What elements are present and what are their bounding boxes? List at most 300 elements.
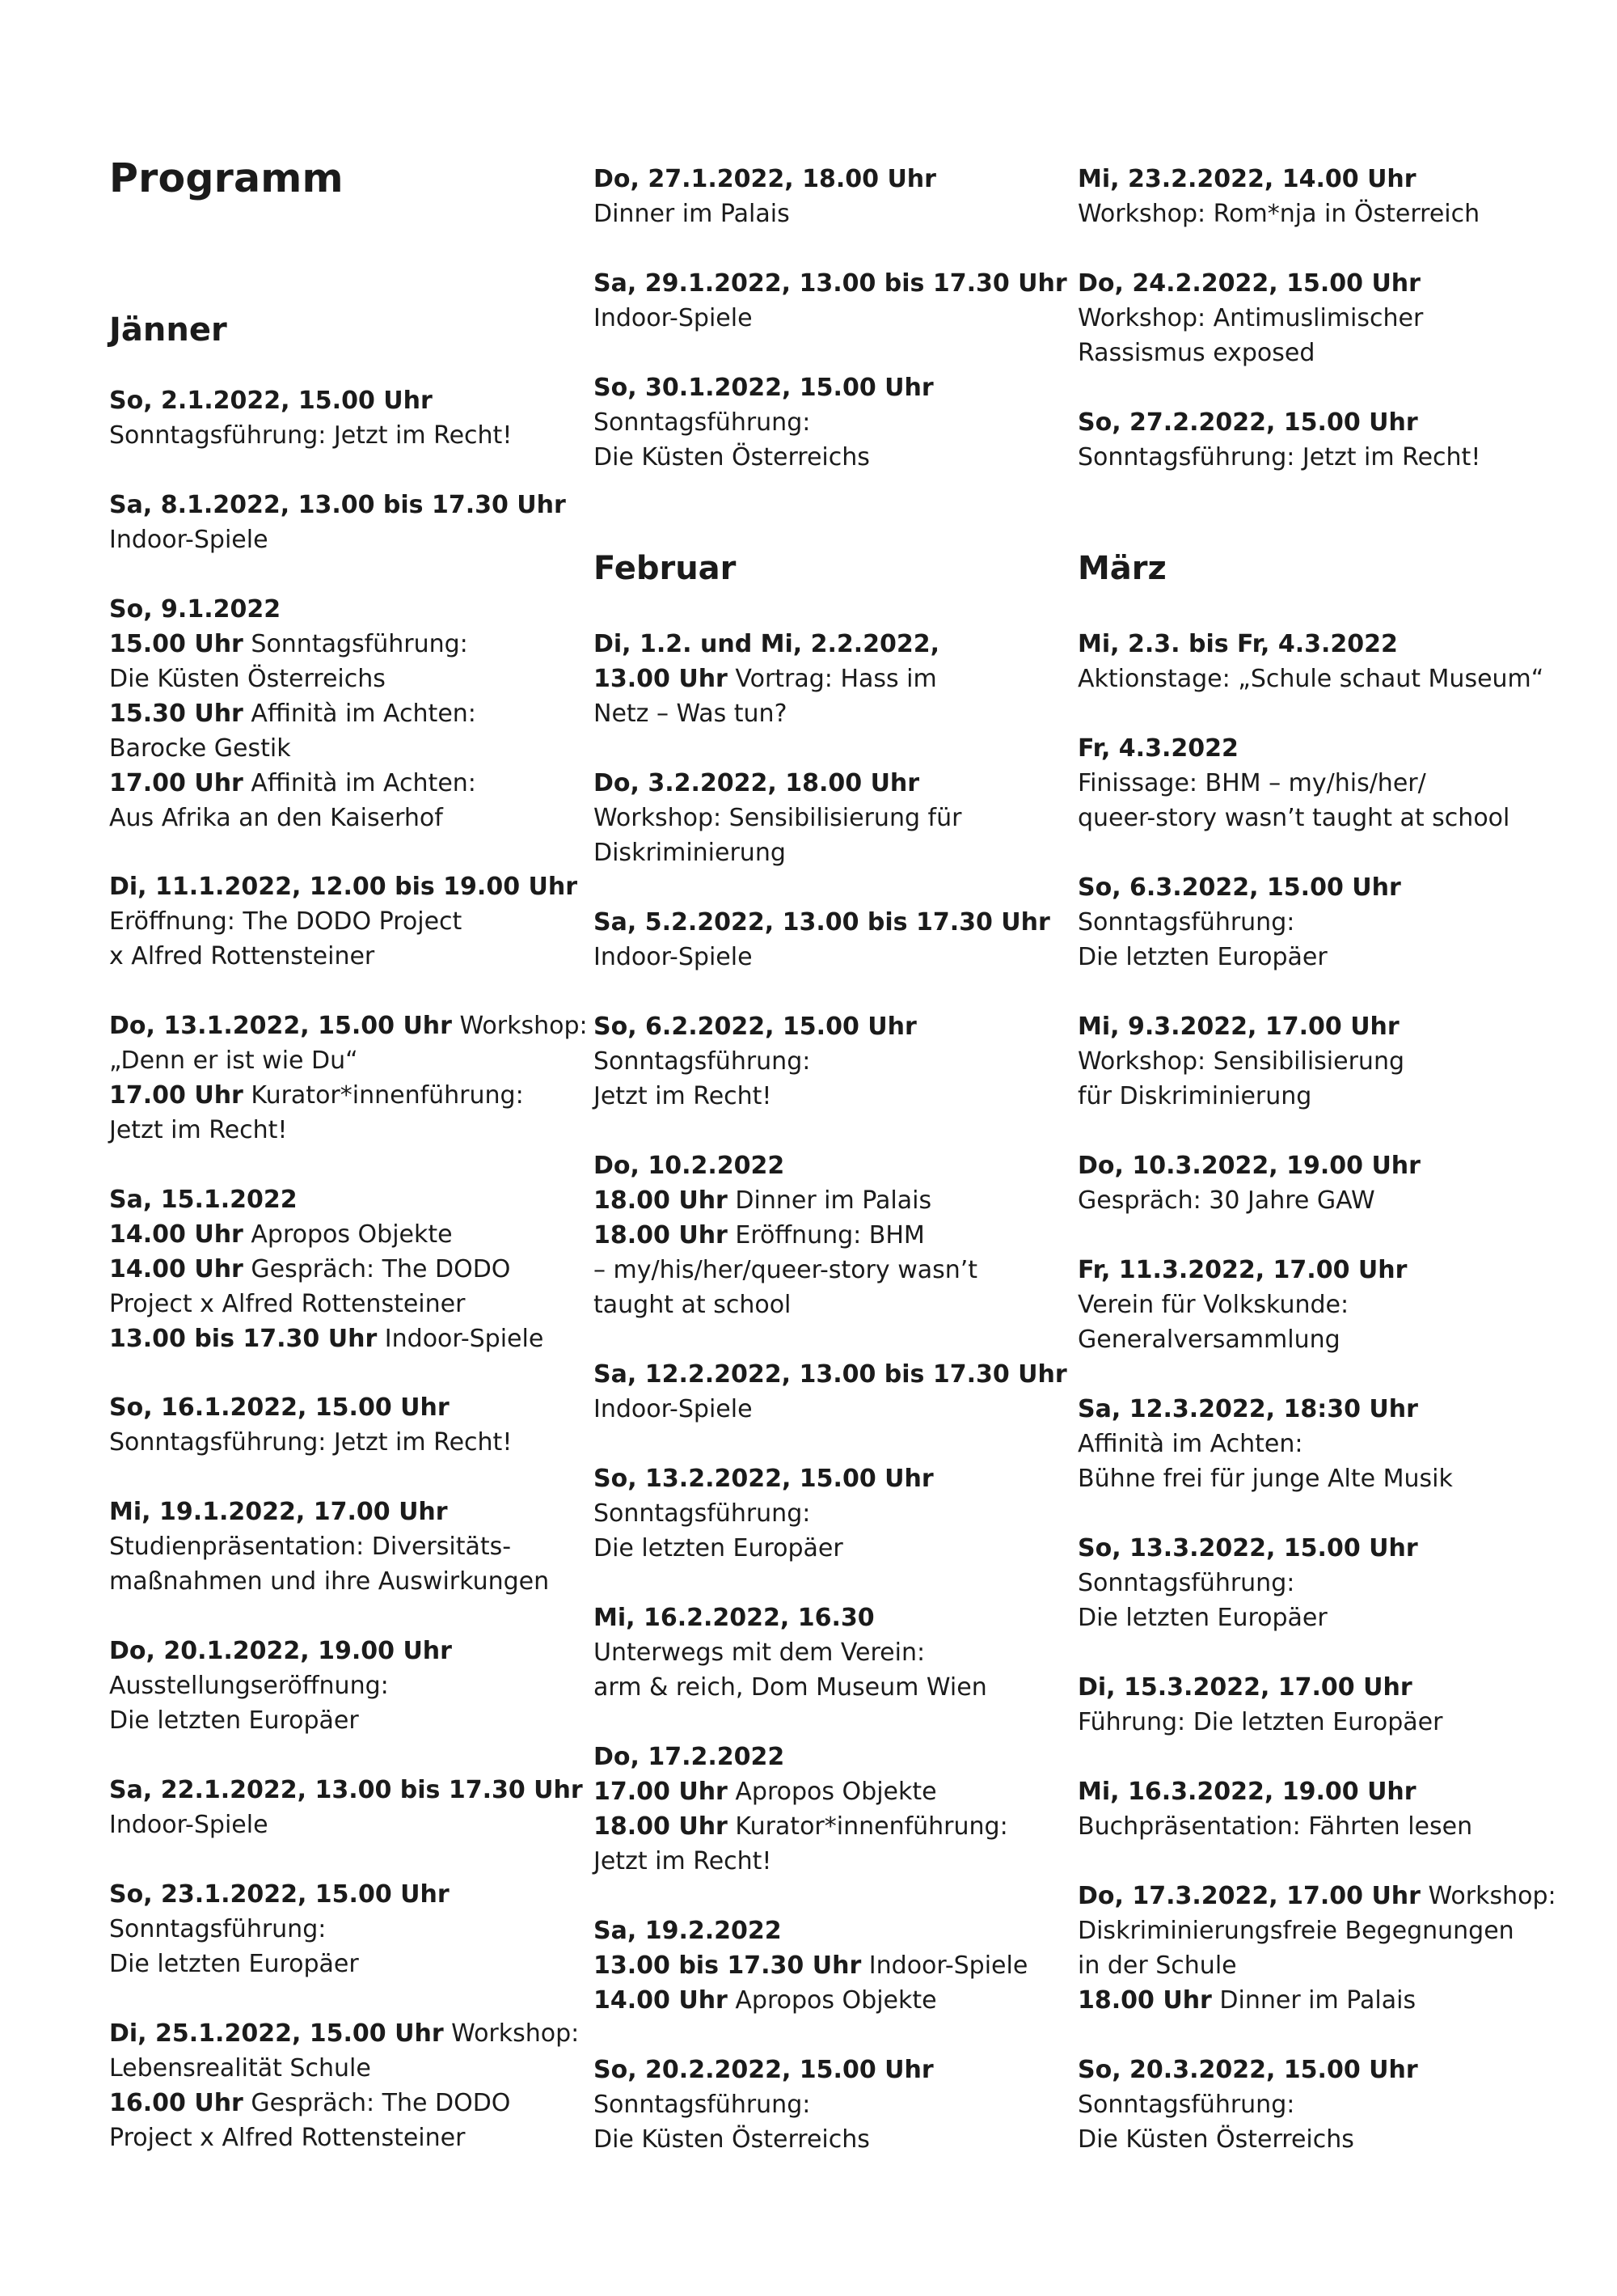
entry-date-time: Do, 10.2.2022	[593, 1152, 785, 1180]
entry-text: Die letzten Europäer	[109, 1706, 359, 1735]
program-entry	[109, 592, 594, 835]
program-entry	[593, 1009, 1079, 1114]
program-entry	[109, 488, 594, 557]
entry-date-time: Di, 15.3.2022, 17.00 Uhr	[1078, 1673, 1412, 1702]
entry-text: Finissage: BHM – my/his/her/	[1078, 769, 1426, 797]
program-entry	[1078, 731, 1563, 835]
program-entry	[1078, 627, 1563, 696]
entry-text: Dinner im Palais	[1211, 1986, 1416, 2015]
entry-line	[593, 1809, 1079, 1844]
entry-date-time: Sa, 12.3.2022, 18:30 Uhr	[1078, 1395, 1418, 1423]
program-entry	[593, 766, 1079, 870]
program-entry	[109, 1390, 594, 1460]
entry-line	[109, 627, 594, 662]
program-entry	[593, 1148, 1079, 1322]
entry-text: Indoor-Spiele	[109, 1811, 268, 1839]
entry-text: Indoor-Spiele	[377, 1325, 544, 1353]
entry-line	[593, 1670, 1079, 1705]
entry-text: – my/his/her/queer-story wasn’t	[593, 1256, 978, 1284]
entry-date-time: 17.00 Uhr	[593, 1778, 728, 1806]
entry-line	[109, 662, 594, 696]
entry-line	[109, 2051, 594, 2086]
entry-text: Gespräch: The DODO	[243, 2089, 511, 2117]
entry-line	[109, 1495, 594, 1529]
entry-line	[1078, 905, 1563, 940]
entry-text: Führung: Die letzten Europäer	[1078, 1708, 1443, 1736]
program-entry	[593, 627, 1079, 731]
entry-text: Sonntagsführung:	[593, 2091, 811, 2119]
entry-text: Indoor-Spiele	[593, 304, 753, 332]
entry-line	[109, 2086, 594, 2121]
entry-text: Buchpräsentation: Fährten lesen	[1078, 1812, 1473, 1841]
entry-text: Affinità im Achten:	[243, 700, 476, 728]
program-entry	[593, 1740, 1079, 1879]
entry-line	[1078, 197, 1563, 231]
entry-date-time: Sa, 12.2.2022, 13.00 bis 17.30 Uhr	[593, 1360, 1067, 1389]
entry-line	[593, 1392, 1079, 1427]
entry-date-time: 16.00 Uhr	[109, 2089, 243, 2117]
program-entry	[593, 1357, 1079, 1427]
entry-text: Apropos Objekte	[243, 1220, 453, 1249]
program-entry	[1078, 1253, 1563, 1357]
entry-date-time: 13.00 bis 17.30 Uhr	[593, 1951, 862, 1980]
entry-date-time: So, 6.3.2022, 15.00 Uhr	[1078, 873, 1401, 902]
entry-date-time: Mi, 19.1.2022, 17.00 Uhr	[109, 1498, 448, 1526]
entry-line	[109, 1564, 594, 1599]
entry-date-time: Do, 17.2.2022	[593, 1743, 785, 1771]
entry-text: Apropos Objekte	[727, 1778, 937, 1806]
entry-date-time: So, 20.2.2022, 15.00 Uhr	[593, 2056, 934, 2084]
entry-line	[1078, 1392, 1563, 1427]
entry-line	[1078, 627, 1563, 662]
program-entry	[109, 1877, 594, 1981]
entry-text: Eröffnung: The DODO Project	[109, 907, 462, 936]
entry-line	[109, 904, 594, 939]
entry-line	[109, 1390, 594, 1425]
entry-text: Sonntagsführung:	[1078, 1569, 1295, 1597]
entry-line	[1078, 1253, 1563, 1288]
entry-date-time: Fr, 11.3.2022, 17.00 Uhr	[1078, 1256, 1408, 1284]
entry-line	[1078, 870, 1563, 905]
entry-line	[1078, 1670, 1563, 1705]
entry-date-time: Sa, 29.1.2022, 13.00 bis 17.30 Uhr	[593, 269, 1067, 298]
entry-line	[109, 1425, 594, 1460]
entry-date-time: Sa, 15.1.2022	[109, 1186, 298, 1214]
entry-line	[593, 1079, 1079, 1114]
entry-line	[1078, 1879, 1563, 1913]
entry-text: maßnahmen und ihre Auswirkungen	[109, 1567, 550, 1596]
entry-line	[593, 1635, 1079, 1670]
entry-date-time: 14.00 Uhr	[109, 1220, 243, 1249]
program-entry	[1078, 1670, 1563, 1740]
entry-line	[1078, 1705, 1563, 1740]
entry-line	[593, 662, 1079, 696]
entry-line	[1078, 766, 1563, 801]
program-entry	[109, 1182, 594, 1356]
month-heading: Februar	[593, 550, 737, 587]
entry-line	[109, 592, 594, 627]
entry-date-time: Mi, 2.3. bis Fr, 4.3.2022	[1078, 630, 1398, 658]
entry-text: Die Küsten Österreichs	[593, 443, 870, 471]
entry-line	[593, 1774, 1079, 1809]
entry-line	[593, 1009, 1079, 1044]
entry-date-time: Mi, 23.2.2022, 14.00 Uhr	[1078, 165, 1416, 193]
program-entry	[593, 266, 1079, 336]
entry-text: Affinità im Achten:	[1078, 1430, 1303, 1458]
entry-text: Die Küsten Österreichs	[109, 665, 386, 693]
entry-line	[109, 1634, 594, 1668]
entry-date-time: 15.00 Uhr	[109, 630, 243, 658]
entry-line	[1078, 731, 1563, 766]
entry-date-time: So, 13.3.2022, 15.00 Uhr	[1078, 1534, 1418, 1562]
entry-text: Project x Alfred Rottensteiner	[109, 1290, 466, 1318]
entry-date-time: Mi, 9.3.2022, 17.00 Uhr	[1078, 1013, 1400, 1041]
entry-date-time: Di, 1.2. und Mi, 2.2.2022,	[593, 630, 940, 658]
entry-text: Die letzten Europäer	[593, 1534, 843, 1562]
program-entry	[109, 1008, 594, 1148]
program-entry	[1078, 1774, 1563, 1844]
entry-line	[593, 1044, 1079, 1079]
entry-line	[1078, 1566, 1563, 1600]
entry-line	[109, 2016, 594, 2051]
entry-text: Project x Alfred Rottensteiner	[109, 2124, 466, 2152]
entry-line	[1078, 1983, 1563, 2018]
entry-text: Lebensrealität Schule	[109, 2054, 371, 2082]
entry-line	[109, 869, 594, 904]
entry-text: Workshop: Sensibilisierung	[1078, 1047, 1405, 1076]
entry-text: Unterwegs mit dem Verein:	[593, 1638, 926, 1667]
entry-date-time: So, 20.3.2022, 15.00 Uhr	[1078, 2056, 1418, 2084]
entry-text: Apropos Objekte	[727, 1986, 937, 2015]
entry-line	[1078, 1774, 1563, 1809]
entry-line	[1078, 1913, 1563, 1948]
entry-date-time: Sa, 8.1.2022, 13.00 bis 17.30 Uhr	[109, 491, 566, 519]
entry-line	[593, 1496, 1079, 1531]
program-entry	[593, 162, 1079, 231]
entry-line	[593, 1288, 1079, 1322]
entry-line	[109, 801, 594, 835]
entry-line	[1078, 2122, 1563, 2157]
program-entry	[1078, 1009, 1563, 1114]
entry-text: Jetzt im Recht!	[593, 1082, 772, 1110]
entry-line	[1078, 266, 1563, 301]
entry-date-time: Do, 27.1.2022, 18.00 Uhr	[593, 165, 936, 193]
entry-line	[109, 731, 594, 766]
entry-line	[109, 1668, 594, 1703]
entry-date-time: Sa, 22.1.2022, 13.00 bis 17.30 Uhr	[109, 1776, 583, 1804]
entry-line	[1078, 1183, 1563, 1218]
entry-line	[1078, 801, 1563, 835]
entry-date-time: Do, 24.2.2022, 15.00 Uhr	[1078, 269, 1421, 298]
entry-line	[109, 2121, 594, 2155]
entry-line	[593, 2053, 1079, 2087]
entry-line	[1078, 301, 1563, 336]
entry-line	[1078, 1044, 1563, 1079]
entry-date-time: Do, 13.1.2022, 15.00 Uhr	[109, 1012, 452, 1040]
entry-line	[109, 1947, 594, 1981]
entry-text: Workshop:	[443, 2019, 580, 2048]
entry-date-time: So, 30.1.2022, 15.00 Uhr	[593, 374, 934, 402]
entry-text: Affinità im Achten:	[243, 769, 476, 797]
entry-text: Studienpräsentation: Diversitäts-	[109, 1533, 512, 1561]
entry-line	[109, 1252, 594, 1287]
entry-text: Workshop: Sensibilisierung für	[593, 804, 962, 832]
entry-line	[1078, 336, 1563, 370]
entry-line	[1078, 2087, 1563, 2122]
entry-line	[109, 766, 594, 801]
entry-date-time: Mi, 16.2.2022, 16.30	[593, 1604, 875, 1632]
entry-line	[593, 1600, 1079, 1635]
entry-date-time: Di, 11.1.2022, 12.00 bis 19.00 Uhr	[109, 873, 578, 901]
entry-line	[109, 1703, 594, 1738]
entry-line	[109, 1113, 594, 1148]
entry-line	[109, 1321, 594, 1356]
entry-line	[593, 835, 1079, 870]
entry-date-time: Do, 3.2.2022, 18.00 Uhr	[593, 769, 920, 797]
entry-text: „Denn er ist wie Du“	[109, 1047, 358, 1075]
month-heading: März	[1078, 550, 1167, 587]
entry-line	[109, 1877, 594, 1912]
entry-text: Bühne frei für junge Alte Musik	[1078, 1465, 1453, 1493]
program-entry	[1078, 405, 1563, 475]
entry-line	[593, 940, 1079, 975]
entry-line	[593, 1148, 1079, 1183]
entry-line	[593, 1461, 1079, 1496]
entry-line	[1078, 405, 1563, 440]
entry-line	[593, 197, 1079, 231]
entry-line	[109, 418, 594, 453]
entry-text: taught at school	[593, 1291, 792, 1319]
entry-line	[109, 1043, 594, 1078]
entry-text: Netz – Was tun?	[593, 700, 787, 728]
program-entry	[593, 1600, 1079, 1705]
entry-date-time: Do, 20.1.2022, 19.00 Uhr	[109, 1637, 452, 1665]
program-entry	[109, 2016, 594, 2155]
entry-line	[593, 440, 1079, 475]
entry-text: Sonntagsführung:	[1078, 2091, 1295, 2119]
entry-date-time: Do, 10.3.2022, 19.00 Uhr	[1078, 1152, 1421, 1180]
entry-text: Sonntagsführung:	[593, 1499, 811, 1528]
entry-text: queer-story wasn’t taught at school	[1078, 804, 1510, 832]
page-title: Programm	[109, 155, 344, 201]
entry-text: Sonntagsführung: Jetzt im Recht!	[1078, 443, 1481, 471]
entry-date-time: 14.00 Uhr	[109, 1255, 243, 1283]
entry-date-time: Sa, 5.2.2022, 13.00 bis 17.30 Uhr	[593, 908, 1050, 937]
entry-date-time: So, 16.1.2022, 15.00 Uhr	[109, 1393, 450, 1422]
entry-text: arm & reich, Dom Museum Wien	[593, 1673, 987, 1702]
entry-line	[1078, 1531, 1563, 1566]
entry-date-time: 13.00 bis 17.30 Uhr	[109, 1325, 378, 1353]
entry-date-time: So, 27.2.2022, 15.00 Uhr	[1078, 408, 1418, 437]
entry-line	[1078, 162, 1563, 197]
entry-text: Diskriminierungsfreie Begegnungen	[1078, 1917, 1514, 1945]
entry-line	[1078, 440, 1563, 475]
entry-text: Sonntagsführung:	[593, 408, 811, 437]
entry-text: Workshop:	[1420, 1882, 1556, 1910]
entry-line	[1078, 1600, 1563, 1635]
entry-text: Sonntagsführung:	[243, 630, 468, 658]
program-entry	[593, 370, 1079, 475]
program-entry	[1078, 2053, 1563, 2157]
program-entry	[593, 905, 1079, 975]
entry-text: Indoor-Spiele	[109, 526, 268, 554]
entry-text: Die Küsten Österreichs	[1078, 2125, 1354, 2154]
entry-text: Die letzten Europäer	[109, 1950, 359, 1978]
entry-line	[109, 1008, 594, 1043]
entry-line	[109, 488, 594, 522]
program-entry	[109, 383, 594, 453]
entry-date-time: 18.00 Uhr	[1078, 1986, 1212, 2015]
month-heading: Jänner	[109, 311, 227, 349]
entry-line	[593, 1983, 1079, 2018]
program-entry	[109, 1634, 594, 1738]
entry-line	[593, 2087, 1079, 2122]
entry-text: Verein für Volkskunde:	[1078, 1291, 1349, 1319]
entry-date-time: Mi, 16.3.2022, 19.00 Uhr	[1078, 1778, 1416, 1806]
program-entry	[1078, 1879, 1563, 2018]
entry-line	[109, 696, 594, 731]
entry-text: Rassismus exposed	[1078, 339, 1315, 367]
entry-line	[593, 696, 1079, 731]
entry-line	[593, 766, 1079, 801]
entry-text: Sonntagsführung:	[593, 1047, 811, 1076]
entry-line	[593, 162, 1079, 197]
entry-line	[109, 1912, 594, 1947]
entry-text: Diskriminierung	[593, 839, 786, 867]
entry-date-time: 13.00 Uhr	[593, 665, 728, 693]
entry-date-time: So, 9.1.2022	[109, 595, 281, 624]
entry-text: Dinner im Palais	[593, 200, 790, 228]
entry-text: Gespräch: 30 Jahre GAW	[1078, 1186, 1375, 1215]
entry-line	[109, 1529, 594, 1564]
entry-line	[593, 1913, 1079, 1948]
entry-line	[593, 1218, 1079, 1253]
program-entry	[109, 1495, 594, 1599]
entry-date-time: Di, 25.1.2022, 15.00 Uhr	[109, 2019, 444, 2048]
entry-text: Dinner im Palais	[727, 1186, 932, 1215]
entry-line	[593, 370, 1079, 405]
entry-text: Sonntagsführung: Jetzt im Recht!	[109, 1428, 513, 1457]
entry-line	[1078, 1427, 1563, 1461]
entry-date-time: So, 6.2.2022, 15.00 Uhr	[593, 1013, 917, 1041]
entry-line	[109, 1078, 594, 1113]
entry-line	[109, 522, 594, 557]
entry-line	[593, 1844, 1079, 1879]
entry-line	[109, 1287, 594, 1321]
program-entry	[109, 869, 594, 974]
entry-date-time: So, 13.2.2022, 15.00 Uhr	[593, 1465, 934, 1493]
entry-line	[593, 1253, 1079, 1288]
entry-line	[109, 939, 594, 974]
entry-text: für Diskriminierung	[1078, 1082, 1312, 1110]
entry-text: Ausstellungseröffnung:	[109, 1672, 389, 1700]
entry-text: Die Küsten Österreichs	[593, 2125, 870, 2154]
entry-text: Aktionstage: „Schule schaut Museum“	[1078, 665, 1544, 693]
entry-text: Sonntagsführung:	[109, 1915, 327, 1943]
entry-text: Generalversammlung	[1078, 1326, 1340, 1354]
entry-text: Die letzten Europäer	[1078, 1604, 1328, 1632]
entry-text: x Alfred Rottensteiner	[109, 942, 375, 970]
entry-date-time: 18.00 Uhr	[593, 1186, 728, 1215]
entry-text: in der Schule	[1078, 1951, 1237, 1980]
entry-text: Indoor-Spiele	[593, 943, 753, 971]
entry-line	[1078, 1809, 1563, 1844]
entry-text: Barocke Gestik	[109, 734, 291, 763]
entry-line	[593, 1948, 1079, 1983]
entry-date-time: 18.00 Uhr	[593, 1221, 728, 1249]
entry-date-time: 17.00 Uhr	[109, 769, 243, 797]
entry-text: Kurator*innenführung:	[727, 1812, 1008, 1841]
entry-text: Jetzt im Recht!	[593, 1847, 772, 1875]
program-entry	[593, 1461, 1079, 1566]
entry-text: Eröffnung: BHM	[727, 1221, 925, 1249]
entry-line	[1078, 1148, 1563, 1183]
entry-date-time: Sa, 19.2.2022	[593, 1917, 782, 1945]
program-entry	[1078, 266, 1563, 370]
entry-line	[1078, 940, 1563, 975]
program-entry	[593, 1913, 1079, 2018]
entry-line	[593, 2122, 1079, 2157]
entry-line	[109, 383, 594, 418]
entry-line	[593, 405, 1079, 440]
program-entry	[1078, 162, 1563, 231]
entry-date-time: Fr, 4.3.2022	[1078, 734, 1239, 763]
entry-date-time: 15.30 Uhr	[109, 700, 243, 728]
entry-text: Die letzten Europäer	[1078, 943, 1328, 971]
program-entry	[1078, 1531, 1563, 1635]
entry-line	[1078, 1322, 1563, 1357]
entry-line	[109, 1182, 594, 1217]
entry-line	[593, 627, 1079, 662]
entry-line	[1078, 1079, 1563, 1114]
entry-line	[1078, 1461, 1563, 1496]
entry-line	[593, 1531, 1079, 1566]
entry-date-time: 14.00 Uhr	[593, 1986, 728, 2015]
entry-line	[109, 1808, 594, 1842]
entry-text: Sonntagsführung:	[1078, 908, 1295, 937]
program-entry	[593, 2053, 1079, 2157]
entry-line	[593, 266, 1079, 301]
entry-line	[1078, 1288, 1563, 1322]
entry-text: Workshop: Antimuslimischer	[1078, 304, 1424, 332]
entry-line	[1078, 2053, 1563, 2087]
entry-date-time: 17.00 Uhr	[109, 1081, 243, 1110]
entry-line	[1078, 1948, 1563, 1983]
program-entry	[1078, 1392, 1563, 1496]
program-entry	[1078, 870, 1563, 975]
program-entry	[109, 1773, 594, 1842]
entry-text: Indoor-Spiele	[593, 1395, 753, 1423]
entry-text: Vortrag: Hass im	[727, 665, 937, 693]
entry-text: Gespräch: The DODO	[243, 1255, 511, 1283]
entry-line	[593, 1740, 1079, 1774]
entry-text: Aus Afrika an den Kaiserhof	[109, 804, 443, 832]
entry-line	[593, 1357, 1079, 1392]
entry-text: Indoor-Spiele	[861, 1951, 1028, 1980]
entry-line	[593, 905, 1079, 940]
entry-date-time: Do, 17.3.2022, 17.00 Uhr	[1078, 1882, 1421, 1910]
entry-line	[593, 301, 1079, 336]
entry-line	[1078, 662, 1563, 696]
entry-text: Sonntagsführung: Jetzt im Recht!	[109, 421, 513, 450]
entry-line	[1078, 1009, 1563, 1044]
entry-text: Workshop: Rom*nja in Österreich	[1078, 200, 1480, 228]
entry-line	[109, 1217, 594, 1252]
program-entry	[1078, 1148, 1563, 1218]
entry-date-time: So, 2.1.2022, 15.00 Uhr	[109, 387, 433, 415]
entry-date-time: 18.00 Uhr	[593, 1812, 728, 1841]
entry-date-time: So, 23.1.2022, 15.00 Uhr	[109, 1880, 450, 1909]
